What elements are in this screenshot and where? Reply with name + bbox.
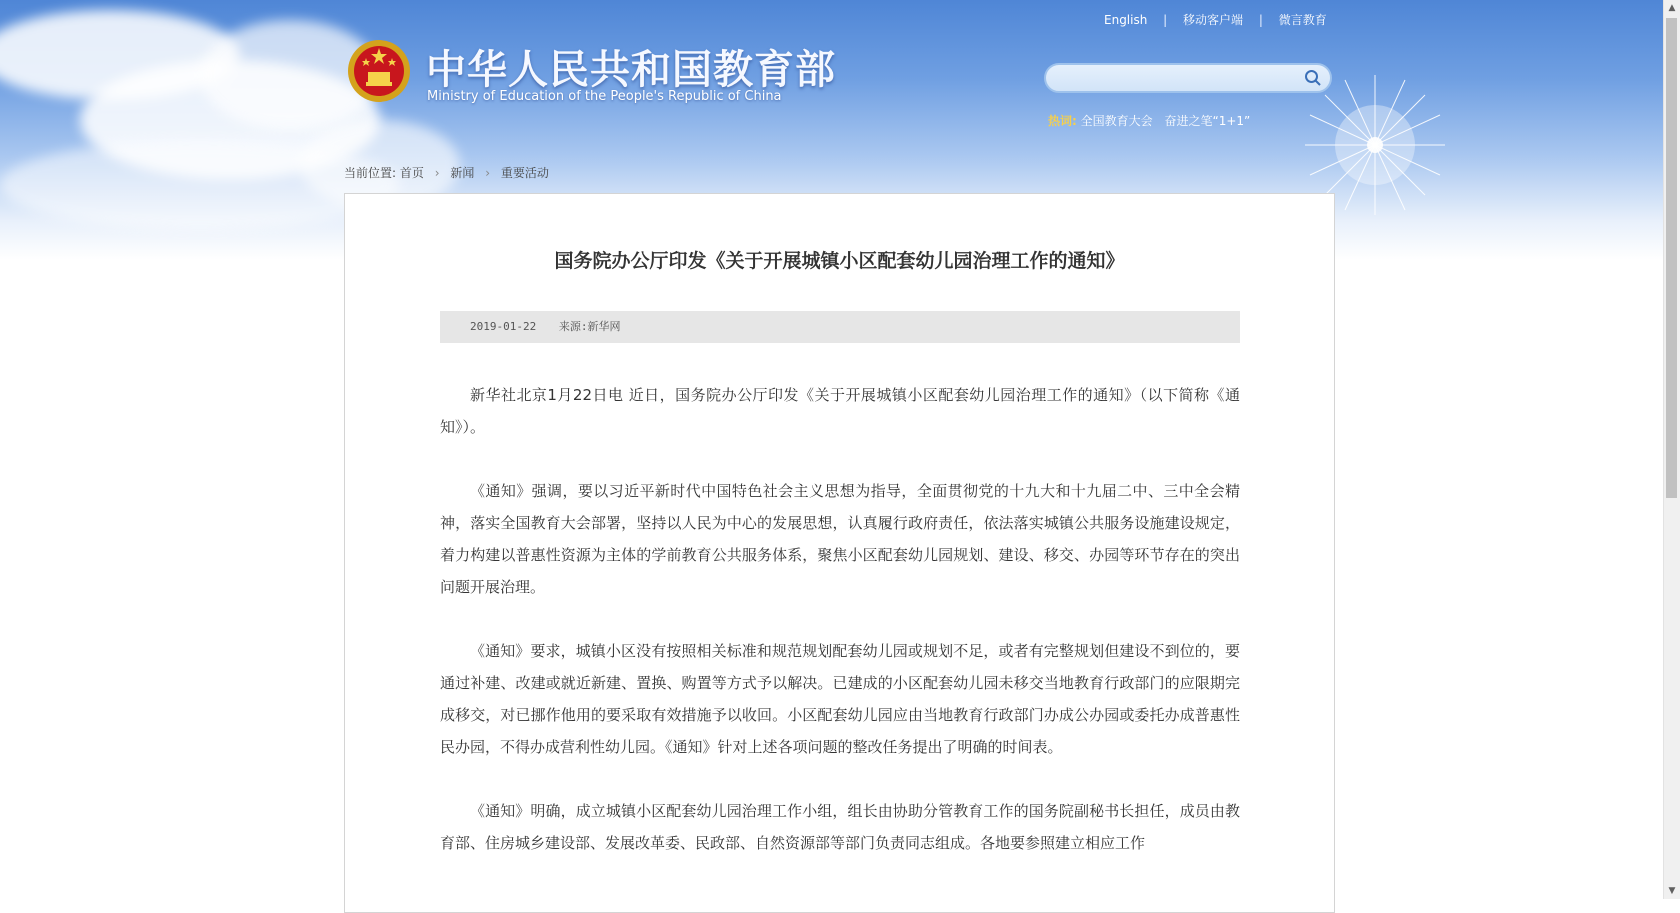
article-paragraph: 新华社北京1月22日电 近日，国务院办公厅印发《关于开展城镇小区配套幼儿园治理工作的通知》（以下简称《通知》）。 <box>440 386 1240 436</box>
scroll-thumb[interactable] <box>1666 18 1677 498</box>
article-title: 国务院办公厅印发《关于开展城镇小区配套幼儿园治理工作的通知》 <box>554 250 1125 272</box>
separator: | <box>1163 13 1168 27</box>
article-paragraph: 《通知》要求，城镇小区没有按照相关标准和规范规划配套幼儿园或规划不足，或者有完整规划但建设不到位的，要通过补建、改建或就近新建、置换、购置等方式予以解决。已建成的小区配套幼儿园未移交当地教育行政部门的应限期完成移交，对已挪作他用的要采取有效措施予以收回。小区配套幼儿园应由当地教育行政部门办成公办园或委托办成普惠性民办园，不得办成营利性幼儿园。《通知》针对上述各项问题的整改任务提出了明确的时间表。 <box>440 642 1240 756</box>
chevron-right-icon: › <box>434 166 440 180</box>
article-source: 来源:新华网 <box>558 320 621 333</box>
link-mobile-client[interactable]: 移动客户端 <box>1183 13 1244 27</box>
chevron-right-icon: › <box>485 166 491 180</box>
link-english[interactable]: English <box>1104 13 1148 27</box>
cloud-decoration <box>0 140 400 230</box>
breadcrumb-activities[interactable]: 重要活动 <box>500 166 549 180</box>
search-icon[interactable] <box>1304 69 1322 87</box>
breadcrumb-news[interactable]: 新闻 <box>450 166 475 180</box>
link-weiyan[interactable]: 微言教育 <box>1278 13 1327 27</box>
national-emblem-icon[interactable] <box>346 38 412 104</box>
scroll-down-arrow-icon[interactable]: ▼ <box>1668 886 1676 896</box>
hot-words <box>1048 112 1258 129</box>
top-links <box>1104 11 1327 28</box>
article-date: 2019-01-22 <box>470 320 537 333</box>
hot-link[interactable]: 全国教育大会 <box>1080 114 1153 128</box>
article-paragraph: 《通知》强调，要以习近平新时代中国特色社会主义思想为指导，全面贯彻党的十九大和十九届二中、三中全会精神，落实全国教育大会部署，坚持以人民为中心的发展思想，认真履行政府责任，依法落实城镇公共服务设施建设规定，着力构建以普惠性资源为主体的学前教育公共服务体系，聚焦小区配套幼儿园规划、建设、移交、办园等环节存在的突出问题开展治理。 <box>440 482 1240 596</box>
article-container <box>344 193 1335 913</box>
search-input[interactable] <box>1060 65 1304 93</box>
hot-link[interactable]: 奋进之笔“1+1” <box>1164 114 1251 128</box>
breadcrumb <box>344 164 549 181</box>
site-title[interactable]: 中华人民共和国教育部 <box>426 47 836 93</box>
separator: | <box>1258 13 1263 27</box>
article-paragraph: 《通知》明确，成立城镇小区配套幼儿园治理工作小组，组长由协助分管教育工作的国务院副秘书长担任，成员由教育部、住房城乡建设部、发展改革委、民政部、自然资源部等部门负责同志组成。各地要参照建立相应工作 <box>440 802 1240 852</box>
scroll-up-arrow-icon[interactable]: ▲ <box>1668 3 1676 13</box>
breadcrumb-label: 当前位置: <box>344 166 397 180</box>
search-box <box>1044 63 1332 93</box>
site-subtitle: Ministry of Education of the People's Republic of China <box>427 89 782 104</box>
scrollbar[interactable] <box>1663 0 1680 899</box>
hot-label: 热词: <box>1048 114 1077 128</box>
article-body <box>440 379 1240 891</box>
breadcrumb-home[interactable]: 首页 <box>399 166 424 180</box>
article-meta <box>440 311 1240 343</box>
